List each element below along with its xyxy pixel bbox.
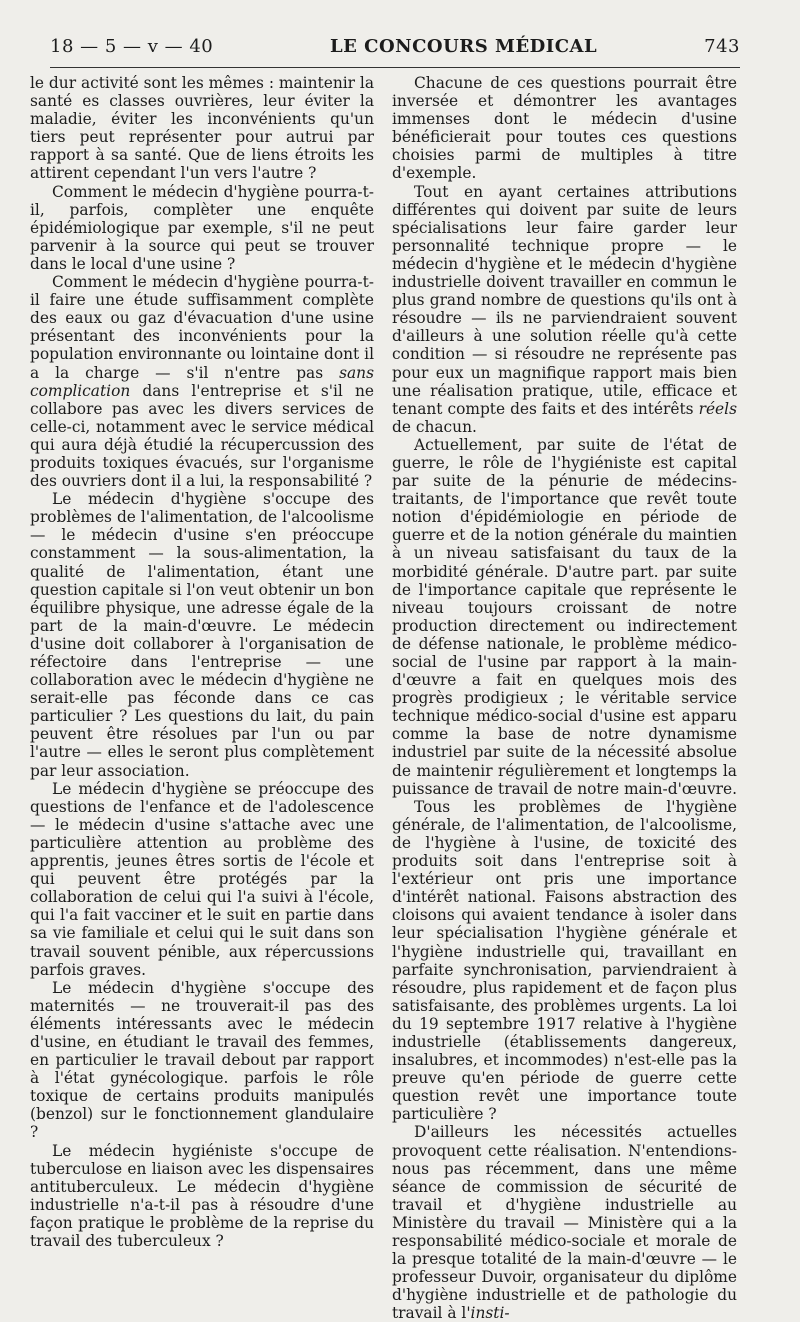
paragraph: Le médecin d'hygiène se préoccupe des questions de l'enfance et de l'adolescence — le médecin d'usine s'attache avec une particulière attention au problème des apprentis, jeunes êtres sortis de l'école et qui peuvent être protégés par la collaboration de celui qui l'a suivi à l'école, qui l'a fait vacciner et le suit en partie dans sa vie familiale et celui qui le suit dans son travail souvent pénible, aux répercussions parfois graves.: [30, 779, 374, 979]
right-column: [392, 74, 737, 1322]
issue-number: 18 — 5 — v — 40: [50, 36, 214, 57]
paragraph: Actuellement, par suite de l'état de guerre, le rôle de l'hygiéniste est capital par suite de la pénurie de médecins-traitants, de l'importance que revêt toute notion d'épidémiologie en période de guerre et de la notion générale du maintien à un niveau satisfaisant du taux de la morbidité générale. D'autre part. par suite de l'importance capitale que représente le niveau toujours croissant de notre production directement ou indirectement de défense nationale, le problème médico-social de l'usine par rapport à la main-d'œuvre a fait en quelques mois des progrès prodigieux ; le véritable service technique médico-social d'usine est apparu comme la base de notre dynamisme industriel par suite de la nécessité absolue de maintenir régulièrement et longtemps la puissance de travail de notre main-d'œuvre.: [392, 435, 738, 798]
paragraph: Chacune de ces questions pourrait être inversée et démontrer les avantages immenses dont le médecin d'usine bénéficierait pour toutes ces questions choisies parmi de multiples à titre d'exemple.: [392, 74, 737, 183]
paragraph: Le médecin d'hygiène s'occupe des maternités — ne trouverait-il pas des éléments intéressants avec le médecin d'usine, en étudiant le travail des femmes, en particulier le travail debout par rapport à l'état gynécologique. parfois le rôle toxique de certains produits manipulés (benzol) sur le fonctionnement glandulaire ?: [30, 978, 374, 1142]
page-number: 743: [704, 36, 740, 57]
paragraph: Comment le médecin d'hygiène pourra-t-il faire une étude suffisamment complète des eaux ou gaz d'évacuation d'une usine présentant des inconvénients pour la population environnante ou lointaine dont il a la charge — s'il n'entre pas sans complication dans l'entreprise et s'il ne collabore pas avec les divers services de celle-ci, notamment avec le service médical qui aura déjà étudié la récupercussion des produits toxiques évacués, sur l'organisme des ouvriers dont il a lui, la responsabilité ?: [30, 273, 374, 491]
paragraph: Tous les problèmes de l'hygiène générale, de l'alimentation, de l'alcoolisme, de l'hygiène à l'usine, de toxicité des produits soit dans l'entreprise soit à l'extérieur ont pris une importance d'intérêt national. Faisons abstraction des cloisons qui avaient tendance à isoler dans leur spécialisation l'hygiène générale et l'hygiène industrielle qui, travaillant en parfaite synchronisation, parviendraient à résoudre, plus rapidement et de façon plus satisfaisante, des problèmes urgents. La loi du 19 septembre 1917 relative à l'hygiène industrielle (établissements dangereux, insalubres, et incommodes) n'est-elle pas la preuve qu'en période de guerre cette question revêt une importance toute particulière ?: [392, 797, 737, 1124]
left-column: [30, 74, 374, 1250]
header-rule: [50, 67, 740, 68]
paragraph: Le médecin hygiéniste s'occupe de tuberculose en liaison avec les dispensaires antituberculeux. Le médecin d'hygiène industrielle n'a-t-il pas à résoudre d'une façon pratique le problème de la reprise du travail des tuberculeux ?: [30, 1141, 374, 1250]
paragraph: Comment le médecin d'hygiène pourra-t-il, parfois, complèter une enquête épidémiologique par exemple, s'il ne peut parvenir à la source qui peut se trouver dans le local d'une usine ?: [30, 182, 374, 273]
page-header: [50, 36, 740, 62]
paragraph: le dur activité sont les mêmes : maintenir la santé es classes ouvrières, leur éviter la maladie, éviter les inconvénients qu'un tiers peut représenter pour autrui par rapport à sa santé. Que de liens étroits les attirent cependant l'un vers l'autre ?: [30, 74, 374, 183]
journal-title: LE CONCOURS MÉDICAL: [330, 36, 598, 57]
paragraph: D'ailleurs les nécessités actuelles provoquent cette réalisation. N'entendions-nous pas récemment, dans une même séance de commission de sécurité de travail et d'hygiène industrielle au Ministère du travail — Ministère qui a la responsabilité médico-sociale et morale de la presque totalité de la main-d'œuvre — le professeur Duvoir, organisateur du diplôme d'hygiène industrielle et de pathologie du travail à l'insti-: [392, 1123, 737, 1322]
paragraph: Le médecin d'hygiène s'occupe des problèmes de l'alimentation, de l'alcoolisme — le médecin d'usine s'en préoccupe constamment — la sous-alimentation, la qualité de l'alimentation, étant une question capitale si l'on veut obtenir un bon équilibre physique, une adresse égale de la part de la main-d'œuvre. Le médecin d'usine doit collaborer à l'organisation de réfectoire dans l'entreprise — une collaboration avec le médecin d'hygiène ne serait-elle pas féconde dans ce cas particulier ? Les questions du lait, du pain peuvent être résolues par l'un ou par l'autre — elles le seront plus complètement par leur association.: [30, 490, 374, 780]
paragraph: Tout en ayant certaines attributions différentes qui doivent par suite de leurs spécialisations leur faire garder leur personnalité technique propre — le médecin d'hygiène et le médecin d'hygiène industrielle doivent travailler en commun le plus grand nombre de questions qu'ils ont à résoudre — ils ne parviendraient souvent d'ailleurs à une solution réelle qu'à cette condition — si résoudre ne représente pas pour eux un magnifique rapport mais bien une réalisation pratique, utile, efficace et tenant compte des faits et des intérêts réels de chacun.: [392, 182, 737, 436]
